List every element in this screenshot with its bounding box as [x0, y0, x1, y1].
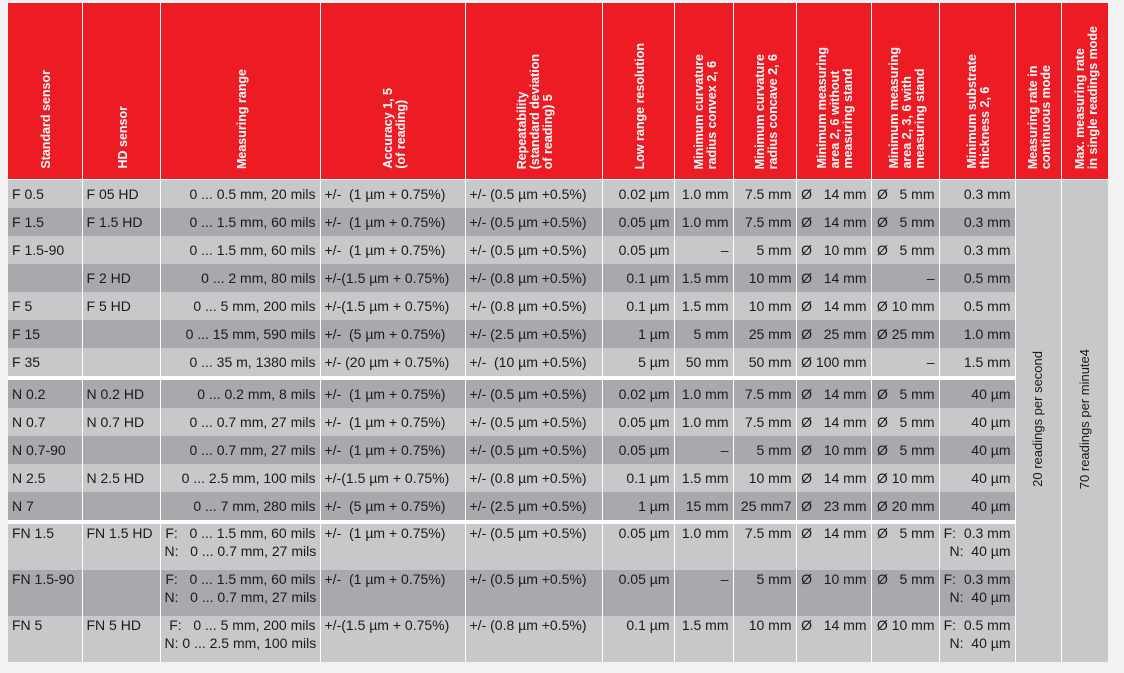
cell-standard-sensor: N 0.2: [8, 378, 82, 408]
cell-measuring-range: 0 ... 0.2 mm, 8 mils: [160, 378, 320, 408]
cell-resolution: 0.1 µm: [602, 464, 674, 492]
table-row: [8, 180, 1108, 209]
cell-curvature-concave: 10 mm: [733, 264, 796, 292]
cell-standard-sensor: FN 1.5: [8, 522, 82, 570]
cell-standard-sensor: N 2.5: [8, 464, 82, 492]
cell-accuracy: +/- (1 µm + 0.75%): [320, 378, 465, 408]
cell-area-with-stand: Ø 20 mm: [871, 492, 939, 522]
cell-substrate-thickness: 0.3 mm: [939, 236, 1015, 264]
cell-resolution: 0.05 µm: [602, 236, 674, 264]
cell-standard-sensor: N 0.7: [8, 408, 82, 436]
cell-area-without-stand: Ø 10 mm: [796, 236, 871, 264]
cell-substrate-thickness: 40 µm: [939, 408, 1015, 436]
cell-curvature-concave: 5 mm: [733, 570, 796, 616]
col-header-repeatability: Repeatability (standard deviation of reading) 5: [465, 3, 602, 180]
cell-repeatability: +/- (0.5 µm +0.5%): [465, 208, 602, 236]
col-header-area-with-stand: Minimum measuring area 2, 3, 6 with measuring stand: [871, 3, 939, 180]
cell-repeatability: +/- (0.8 µm +0.5%): [465, 464, 602, 492]
cell-repeatability: +/- (0.8 µm +0.5%): [465, 616, 602, 662]
cell-measuring-range: 0 ... 2.5 mm, 100 mils: [160, 464, 320, 492]
spec-table-container: [8, 3, 1108, 662]
page-margin: [1108, 0, 1124, 673]
cell-hd-sensor: F 1.5 HD: [82, 208, 160, 236]
cell-resolution: 0.05 µm: [602, 522, 674, 570]
table-row: [8, 436, 1108, 464]
cell-repeatability: +/- (0.5 µm +0.5%): [465, 570, 602, 616]
table-row: [8, 408, 1108, 436]
cell-substrate-thickness: F: 0.3 mm N: 40 µm: [939, 522, 1015, 570]
cell-area-without-stand: Ø 14 mm: [796, 378, 871, 408]
cell-repeatability: +/- (0.8 µm +0.5%): [465, 292, 602, 320]
cell-area-with-stand: Ø 5 mm: [871, 408, 939, 436]
cell-repeatability: +/- (0.5 µm +0.5%): [465, 436, 602, 464]
cell-resolution: 1 µm: [602, 320, 674, 348]
cell-repeatability: +/- (0.8 µm +0.5%): [465, 264, 602, 292]
cell-area-with-stand: Ø 5 mm: [871, 180, 939, 209]
cell-curvature-concave: 7.5 mm: [733, 378, 796, 408]
cell-repeatability: +/- (0.5 µm +0.5%): [465, 408, 602, 436]
cell-standard-sensor: F 15: [8, 320, 82, 348]
cell-area-without-stand: Ø 10 mm: [796, 436, 871, 464]
cell-rate-continuous: [1015, 180, 1061, 663]
cell-area-without-stand: Ø 14 mm: [796, 292, 871, 320]
cell-area-without-stand: Ø 10 mm: [796, 570, 871, 616]
col-header-rate-continuous: Measuring rate in continuous mode: [1015, 3, 1061, 180]
col-header-standard-sensor: Standard sensor: [8, 3, 82, 180]
cell-hd-sensor: [82, 436, 160, 464]
cell-accuracy: +/- (1 µm + 0.75%): [320, 522, 465, 570]
cell-accuracy: +/- (5 µm + 0.75%): [320, 320, 465, 348]
cell-repeatability: +/- (2.5 µm +0.5%): [465, 320, 602, 348]
cell-area-with-stand: Ø 5 mm: [871, 570, 939, 616]
cell-area-with-stand: –: [871, 264, 939, 292]
cell-resolution: 0.02 µm: [602, 180, 674, 209]
cell-measuring-range: F: 0 ... 1.5 mm, 60 mils N: 0 ... 0.7 mm, 27 mils: [160, 522, 320, 570]
cell-substrate-thickness: 1.0 mm: [939, 320, 1015, 348]
cell-resolution: 0.05 µm: [602, 208, 674, 236]
cell-substrate-thickness: F: 0.5 mm N: 40 µm: [939, 616, 1015, 662]
cell-area-without-stand: Ø 25 mm: [796, 320, 871, 348]
cell-measuring-range: 0 ... 1.5 mm, 60 mils: [160, 236, 320, 264]
cell-curvature-convex: 1.0 mm: [674, 408, 733, 436]
cell-resolution: 0.1 µm: [602, 264, 674, 292]
cell-curvature-convex: 1.0 mm: [674, 378, 733, 408]
cell-substrate-thickness: 40 µm: [939, 464, 1015, 492]
rate-continuous-text: 20 readings per second: [1030, 351, 1045, 487]
table-body: [8, 180, 1108, 663]
table-row: [8, 378, 1108, 408]
cell-accuracy: +/-(1.5 µm + 0.75%): [320, 464, 465, 492]
cell-accuracy: +/- (1 µm + 0.75%): [320, 570, 465, 616]
cell-curvature-concave: 10 mm: [733, 464, 796, 492]
cell-area-with-stand: Ø 5 mm: [871, 208, 939, 236]
col-header-curvature-concave: Minimum curvature radius concave 2, 6: [733, 3, 796, 180]
cell-hd-sensor: N 0.2 HD: [82, 378, 160, 408]
cell-repeatability: +/- (10 µm +0.5%): [465, 348, 602, 378]
cell-standard-sensor: F 1.5-90: [8, 236, 82, 264]
cell-curvature-convex: 1.0 mm: [674, 522, 733, 570]
cell-curvature-convex: –: [674, 570, 733, 616]
cell-substrate-thickness: 0.5 mm: [939, 292, 1015, 320]
cell-substrate-thickness: F: 0.3 mm N: 40 µm: [939, 570, 1015, 616]
cell-area-without-stand: Ø 14 mm: [796, 408, 871, 436]
cell-measuring-range: 0 ... 0.7 mm, 27 mils: [160, 408, 320, 436]
cell-hd-sensor: [82, 570, 160, 616]
cell-measuring-range: 0 ... 0.7 mm, 27 mils: [160, 436, 320, 464]
cell-curvature-convex: 50 mm: [674, 348, 733, 378]
cell-curvature-convex: –: [674, 436, 733, 464]
cell-accuracy: +/- (1 µm + 0.75%): [320, 180, 465, 209]
cell-area-with-stand: Ø 5 mm: [871, 522, 939, 570]
table-row: [8, 236, 1108, 264]
cell-accuracy: +/- (20 µm + 0.75%): [320, 348, 465, 378]
cell-substrate-thickness: 0.5 mm: [939, 264, 1015, 292]
cell-substrate-thickness: 40 µm: [939, 492, 1015, 522]
cell-measuring-range: 0 ... 0.5 mm, 20 mils: [160, 180, 320, 209]
cell-area-without-stand: Ø 14 mm: [796, 464, 871, 492]
table-row: [8, 464, 1108, 492]
cell-accuracy: +/-(1.5 µm + 0.75%): [320, 292, 465, 320]
cell-measuring-range: 0 ... 5 mm, 200 mils: [160, 292, 320, 320]
cell-accuracy: +/- (1 µm + 0.75%): [320, 208, 465, 236]
cell-substrate-thickness: 0.3 mm: [939, 180, 1015, 209]
cell-hd-sensor: F 2 HD: [82, 264, 160, 292]
header-row: [8, 3, 1108, 180]
cell-curvature-concave: 7.5 mm: [733, 522, 796, 570]
cell-hd-sensor: N 0.7 HD: [82, 408, 160, 436]
col-header-rate-single: Max. measuring rate in single readings mode: [1061, 3, 1108, 180]
cell-hd-sensor: N 2.5 HD: [82, 464, 160, 492]
cell-resolution: 0.05 µm: [602, 408, 674, 436]
cell-accuracy: +/- (5 µm + 0.75%): [320, 492, 465, 522]
cell-curvature-concave: 10 mm: [733, 292, 796, 320]
cell-repeatability: +/- (0.5 µm +0.5%): [465, 378, 602, 408]
cell-curvature-convex: 5 mm: [674, 320, 733, 348]
cell-curvature-convex: 1.5 mm: [674, 264, 733, 292]
cell-standard-sensor: F 5: [8, 292, 82, 320]
cell-curvature-convex: 1.5 mm: [674, 616, 733, 662]
cell-area-without-stand: Ø 14 mm: [796, 616, 871, 662]
cell-area-without-stand: Ø 100 mm: [796, 348, 871, 378]
cell-area-with-stand: Ø 10 mm: [871, 292, 939, 320]
cell-curvature-concave: 5 mm: [733, 436, 796, 464]
cell-substrate-thickness: 40 µm: [939, 436, 1015, 464]
col-header-low-range-resolution: Low range resolution: [602, 3, 674, 180]
table-row: [8, 570, 1108, 616]
col-header-hd-sensor: HD sensor: [82, 3, 160, 180]
cell-area-with-stand: Ø 10 mm: [871, 616, 939, 662]
col-header-area-without-stand: Minimum measuring area 2, 6 without measuring stand: [796, 3, 871, 180]
cell-resolution: 0.05 µm: [602, 436, 674, 464]
cell-area-without-stand: Ø 14 mm: [796, 522, 871, 570]
cell-accuracy: +/- (1 µm + 0.75%): [320, 236, 465, 264]
cell-resolution: 0.02 µm: [602, 378, 674, 408]
cell-accuracy: +/-(1.5 µm + 0.75%): [320, 616, 465, 662]
table-row: [8, 208, 1108, 236]
table-row: [8, 348, 1108, 378]
cell-hd-sensor: [82, 492, 160, 522]
cell-area-with-stand: Ø 5 mm: [871, 236, 939, 264]
cell-resolution: 0.1 µm: [602, 616, 674, 662]
col-header-measuring-range: Measuring range: [160, 3, 320, 180]
cell-substrate-thickness: 1.5 mm: [939, 348, 1015, 378]
cell-area-with-stand: –: [871, 348, 939, 378]
cell-curvature-convex: 1.0 mm: [674, 180, 733, 209]
cell-curvature-concave: 25 mm7: [733, 492, 796, 522]
cell-measuring-range: 0 ... 7 mm, 280 mils: [160, 492, 320, 522]
cell-area-with-stand: Ø 5 mm: [871, 436, 939, 464]
cell-curvature-convex: 1.0 mm: [674, 208, 733, 236]
cell-area-without-stand: Ø 14 mm: [796, 180, 871, 209]
cell-measuring-range: F: 0 ... 1.5 mm, 60 mils N: 0 ... 0.7 mm, 27 mils: [160, 570, 320, 616]
cell-resolution: 1 µm: [602, 492, 674, 522]
table-row: [8, 492, 1108, 522]
col-header-accuracy: Accuracy 1, 5 (of reading): [320, 3, 465, 180]
table-row: [8, 522, 1108, 570]
cell-resolution: 0.05 µm: [602, 570, 674, 616]
cell-measuring-range: 0 ... 35 m, 1380 mils: [160, 348, 320, 378]
rate-single-text: 70 readings per minute4: [1076, 348, 1092, 490]
cell-resolution: 0.1 µm: [602, 292, 674, 320]
cell-measuring-range: 0 ... 15 mm, 590 mils: [160, 320, 320, 348]
cell-hd-sensor: F 05 HD: [82, 180, 160, 209]
cell-curvature-convex: –: [674, 236, 733, 264]
cell-accuracy: +/-(1.5 µm + 0.75%): [320, 264, 465, 292]
cell-standard-sensor: F 1.5: [8, 208, 82, 236]
table-row: [8, 616, 1108, 662]
cell-repeatability: +/- (0.5 µm +0.5%): [465, 522, 602, 570]
cell-area-with-stand: Ø 5 mm: [871, 378, 939, 408]
cell-area-without-stand: Ø 14 mm: [796, 264, 871, 292]
table-row: [8, 320, 1108, 348]
cell-hd-sensor: [82, 348, 160, 378]
table-row: [8, 264, 1108, 292]
cell-area-without-stand: Ø 23 mm: [796, 492, 871, 522]
cell-curvature-convex: 1.5 mm: [674, 464, 733, 492]
cell-hd-sensor: FN 5 HD: [82, 616, 160, 662]
cell-hd-sensor: [82, 320, 160, 348]
cell-standard-sensor: [8, 264, 82, 292]
cell-curvature-concave: 7.5 mm: [733, 180, 796, 209]
col-header-substrate-thickness: Minimum substrate thickness 2, 6: [939, 3, 1015, 180]
table-row: [8, 292, 1108, 320]
cell-measuring-range: F: 0 ... 5 mm, 200 mils N: 0 ... 2.5 mm, 100 mils: [160, 616, 320, 662]
cell-measuring-range: 0 ... 2 mm, 80 mils: [160, 264, 320, 292]
sensor-spec-table: [8, 3, 1109, 662]
cell-standard-sensor: F 0.5: [8, 180, 82, 209]
col-header-curvature-convex: Minimum curvature radius convex 2, 6: [674, 3, 733, 180]
cell-curvature-convex: 15 mm: [674, 492, 733, 522]
cell-repeatability: +/- (0.5 µm +0.5%): [465, 236, 602, 264]
cell-accuracy: +/- (1 µm + 0.75%): [320, 436, 465, 464]
cell-curvature-concave: 25 mm: [733, 320, 796, 348]
cell-substrate-thickness: 40 µm: [939, 378, 1015, 408]
cell-standard-sensor: FN 1.5-90: [8, 570, 82, 616]
cell-standard-sensor: FN 5: [8, 616, 82, 662]
cell-hd-sensor: F 5 HD: [82, 292, 160, 320]
cell-repeatability: +/- (2.5 µm +0.5%): [465, 492, 602, 522]
cell-hd-sensor: [82, 236, 160, 264]
cell-curvature-concave: 5 mm: [733, 236, 796, 264]
cell-hd-sensor: FN 1.5 HD: [82, 522, 160, 570]
cell-standard-sensor: F 35: [8, 348, 82, 378]
cell-area-without-stand: Ø 14 mm: [796, 208, 871, 236]
cell-curvature-concave: 7.5 mm: [733, 208, 796, 236]
cell-repeatability: +/- (0.5 µm +0.5%): [465, 180, 602, 209]
cell-resolution: 5 µm: [602, 348, 674, 378]
cell-measuring-range: 0 ... 1.5 mm, 60 mils: [160, 208, 320, 236]
cell-accuracy: +/- (1 µm + 0.75%): [320, 408, 465, 436]
cell-standard-sensor: N 0.7-90: [8, 436, 82, 464]
cell-rate-single: [1061, 180, 1108, 663]
cell-area-with-stand: Ø 10 mm: [871, 464, 939, 492]
cell-curvature-concave: 50 mm: [733, 348, 796, 378]
cell-area-with-stand: Ø 25 mm: [871, 320, 939, 348]
cell-substrate-thickness: 0.3 mm: [939, 208, 1015, 236]
cell-curvature-concave: 10 mm: [733, 616, 796, 662]
cell-curvature-convex: 1.5 mm: [674, 292, 733, 320]
cell-standard-sensor: N 7: [8, 492, 82, 522]
cell-curvature-concave: 7.5 mm: [733, 408, 796, 436]
